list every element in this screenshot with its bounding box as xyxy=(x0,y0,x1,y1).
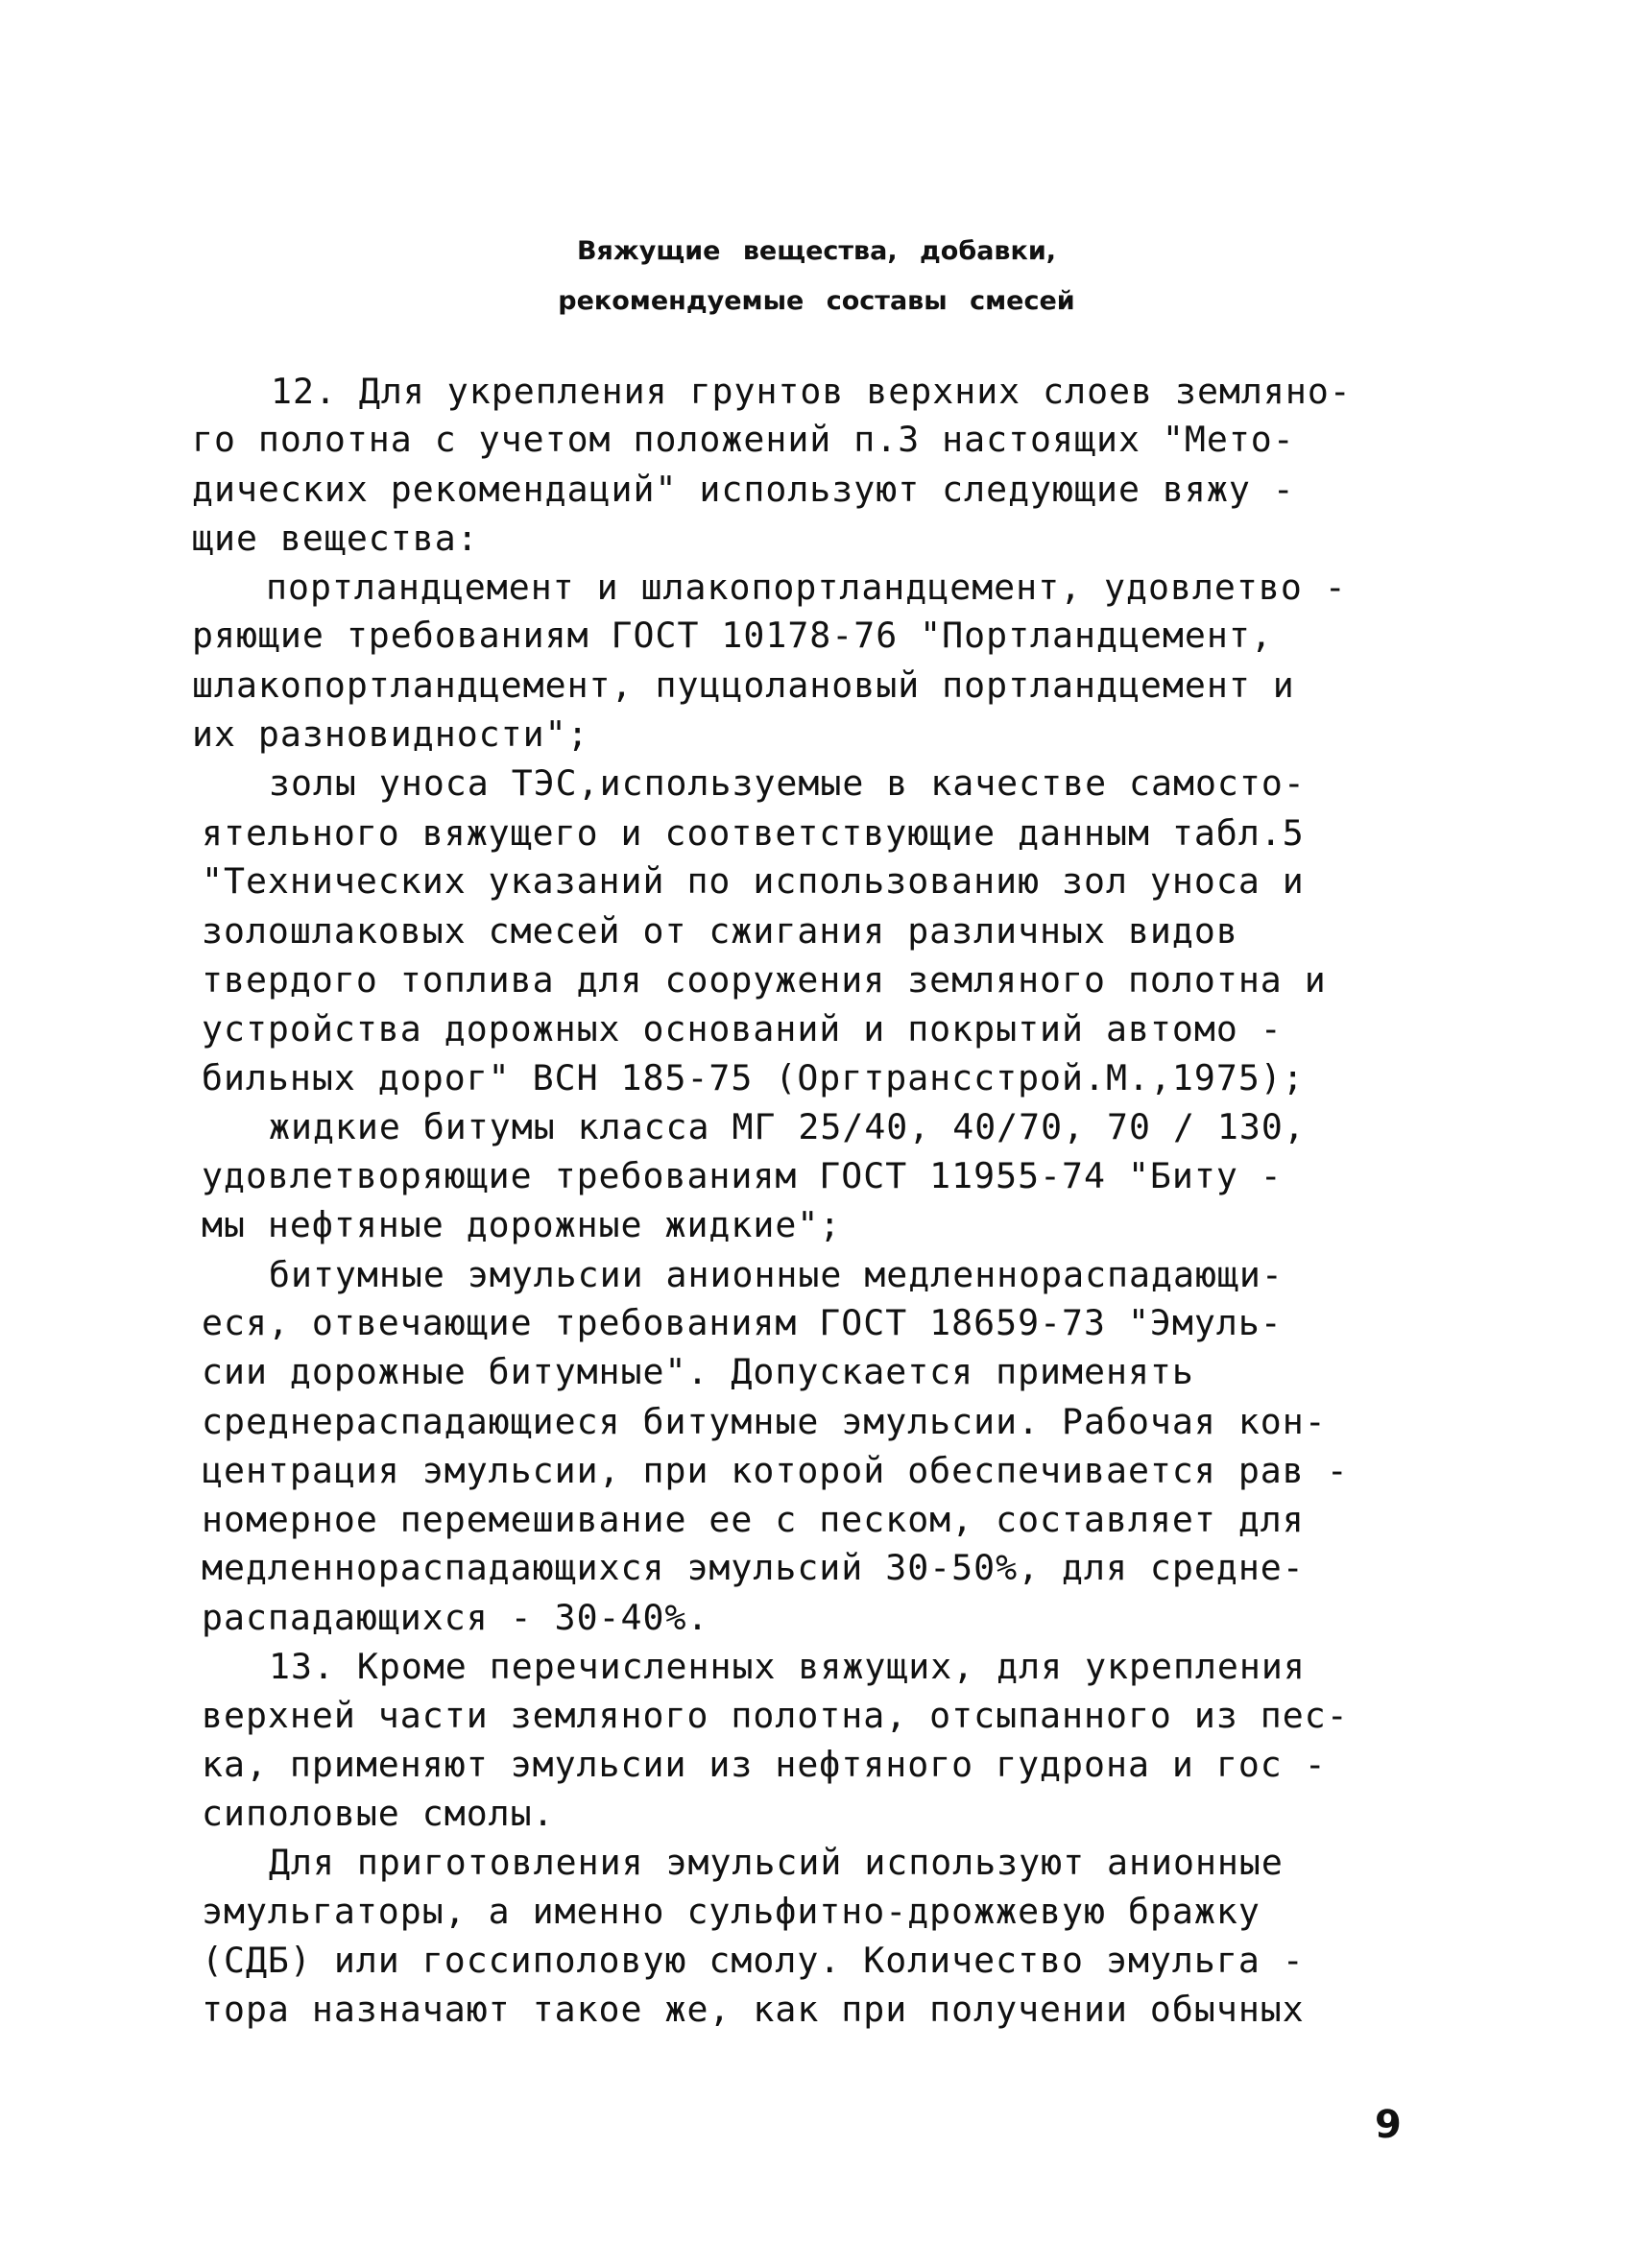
text-line: 13. Кроме перечисленных вяжущих, для укрепления xyxy=(269,1646,1306,1687)
text-line: еся, отвечающие требованиям ГОСТ 18659-73 "Эмуль- xyxy=(202,1302,1283,1343)
text-line: ка, применяют эмульсии из нефтяного гудрона и гос - xyxy=(202,1744,1327,1785)
text-line: ряющие требованиям ГОСТ 10178-76 "Портландцемент, xyxy=(192,615,1273,656)
text-line: Для приготовления эмульсий используют анионные xyxy=(269,1842,1284,1883)
section-heading-line-2: рекомендуемые составы смесей xyxy=(558,286,1075,316)
text-line: тора назначают такое же, как при получении обычных xyxy=(202,1989,1305,2030)
text-line: их разновидности"; xyxy=(192,713,589,755)
text-line: "Технических указаний по использованию зол уноса и xyxy=(202,860,1305,902)
text-line: золошлаковых смесей от сжигания различных видов xyxy=(202,910,1238,952)
text-line: дических рекомендаций" используют следующие вяжу - xyxy=(192,469,1295,510)
text-line: удовлетворяющие требованиям ГОСТ 11955-74 "Биту - xyxy=(202,1155,1283,1196)
text-line: 12. Для укрепления грунтов верхних слоев земляно- xyxy=(271,371,1352,412)
section-heading-line-1: Вяжущие вещества, добавки, xyxy=(576,236,1057,266)
text-line: го полотна с учетом положений п.3 настоящих "Мето- xyxy=(192,419,1295,460)
text-line: шлакопортландцемент, пуццолановый портландцемент и xyxy=(192,664,1295,706)
text-line: сии дорожные битумные". Допускается применять xyxy=(202,1351,1194,1392)
text-line: мы нефтяные дорожные жидкие"; xyxy=(202,1204,842,1245)
text-line: верхней части земляного полотна, отсыпанного из пес- xyxy=(202,1695,1349,1736)
text-line: эмульгаторы, а именно сульфитно-дрожжевую бражку xyxy=(202,1891,1261,1932)
text-line: щие вещества: xyxy=(192,518,479,559)
text-line: твердого топлива для сооружения земляного полотна и xyxy=(202,959,1327,1001)
text-line: центрация эмульсии, при которой обеспечивается рав - xyxy=(202,1450,1349,1491)
text-line: (СДБ) или госсиполовую смолу. Количество эмульга - xyxy=(202,1940,1305,1981)
text-line: сиполовые смолы. xyxy=(202,1793,555,1834)
text-line: золы уноса ТЭС,используемые в качестве самосто- xyxy=(269,762,1306,804)
text-line: устройства дорожных оснований и покрытий автомо - xyxy=(202,1008,1283,1050)
text-line: ятельного вяжущего и соответствующие данным табл.5 xyxy=(202,812,1305,854)
text-line: медленнораспадающихся эмульсий 30-50%, для средне- xyxy=(202,1547,1305,1588)
text-line: портландцемент и шлакопортландцемент, удовлетво - xyxy=(266,567,1347,608)
text-line: распадающихся - 30-40%. xyxy=(202,1597,709,1638)
text-line: бильных дорог" ВСН 185-75 (Оргтрансстрой.М.,1975); xyxy=(202,1057,1305,1098)
text-line: жидкие битумы класса МГ 25/40, 40/70, 70 / 130, xyxy=(269,1106,1306,1147)
text-line: битумные эмульсии анионные медленнораспадающи- xyxy=(269,1254,1284,1295)
text-line: номерное перемешивание ее с песком, составляет для xyxy=(202,1499,1305,1540)
page-number: 9 xyxy=(1375,2103,1402,2147)
text-line: среднераспадающиеся битумные эмульсии. Рабочая кон- xyxy=(202,1401,1327,1442)
